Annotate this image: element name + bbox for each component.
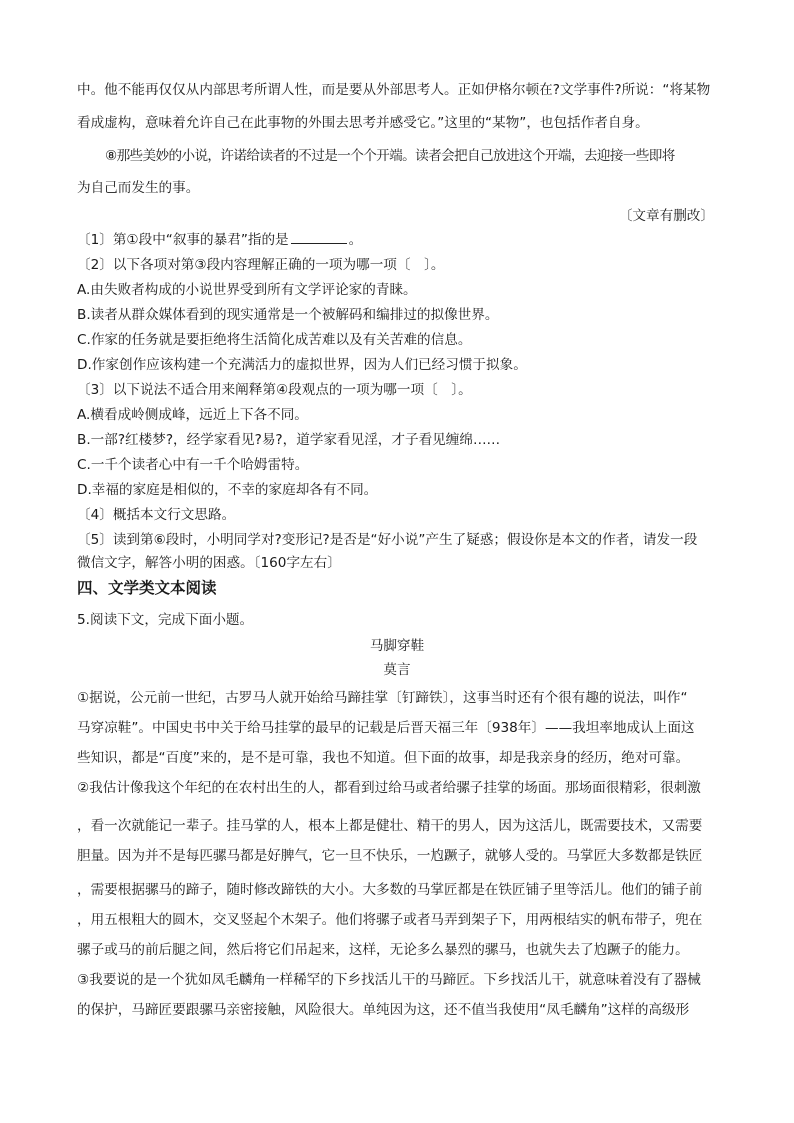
- answer-blank: [291, 231, 347, 244]
- question-5-cont: 微信文字，解答小明的困惑。〔160字左右〕: [77, 555, 341, 571]
- question-1: [77, 230, 727, 250]
- question-3: 〔3〕以下说法不适合用来阐释第④段观点的一项为哪一项〔 〕。: [77, 382, 472, 398]
- passage-line: ③我要说的是一个犹如凤毛麟角一样稀罕的下乡找活儿干的马蹄匠。下乡找活儿干，就意味着没有了器械: [77, 972, 701, 988]
- instruction: 5.阅读下文，完成下面小题。: [77, 612, 254, 628]
- passage-author: 莫言: [383, 662, 411, 678]
- option-c: C.一千个读者心中有一千个哈姆雷特。: [77, 457, 309, 473]
- section-heading: 四、文学类文本阅读: [77, 579, 217, 597]
- passage-line: 中。他不能再仅仅从内部思考所谓人性，而是要从外部思考人。正如伊格尔顿在?文学事件?所说：“将某物: [77, 82, 711, 98]
- option-c: C.作家的任务就是要拒绝将生活简化成苦难以及有关苦难的信息。: [77, 332, 472, 348]
- passage-line: ①据说，公元前一世纪，古罗马人就开始给马蹄挂掌〔钉蹄铁〕，这事当时还有个很有趣的说法，叫作“: [77, 690, 688, 706]
- passage-line: ，用五根粗大的圆木，交叉竖起个木架子。他们将骡子或者马弄到架子下，用两根结实的帆布带子，兜在: [77, 912, 703, 928]
- passage-line: 胆量。因为并不是每匹骡马都是好脾气，它一旦不快乐，一尥蹶子，就够人受的。马掌匠大多数都是铁匠: [77, 848, 703, 864]
- passage-line: 看成虚构，意味着允许自己在此事物的外围去思考并感受它。”这里的“某物”，也包括作者自身。: [77, 115, 649, 131]
- option-b: B.读者从群众媒体看到的现实通常是一个被解码和编排过的拟像世界。: [77, 307, 499, 323]
- paragraph-8-line: ⑧那些美妙的小说，许诺给读者的不过是一个个开端。读者会把自己放进这个开端，去迎接一些即将: [105, 148, 675, 164]
- passage-line: 的保护，马蹄匠要跟骡马亲密接触，风险很大。单纯因为这，还不值当我使用“凤毛麟角”这样的高级形: [77, 1002, 690, 1018]
- option-a: A.由失败者构成的小说世界受到所有文学评论家的青睐。: [77, 282, 417, 298]
- option-b: B.一部?红楼梦?，经学家看见?易?，道学家看见淫，才子看见缠绵……: [77, 432, 501, 448]
- passage-line: ，需要根据骡马的蹄子，随时修改蹄铁的大小。大多数的马掌匠都是在铁匠铺子里等活儿。他们的铺子前: [77, 882, 703, 898]
- option-d: D.幸福的家庭是相似的，不幸的家庭却各有不同。: [77, 482, 378, 498]
- passage-line: ②我估计像我这个年纪的在农村出生的人，都看到过给马或者给骡子挂掌的场面。那场面很精彩，很刺激: [77, 780, 701, 796]
- passage-line: 马穿凉鞋”。中国史书中关于给马挂掌的最早的记载是后晋天福三年〔938年〕——我坦率地成认上面这: [77, 720, 695, 736]
- question-5: 〔5〕读到第⑥段时，小明同学对?变形记?是否是“好小说”产生了疑惑；假设你是本文的作者，请发一段: [77, 532, 698, 548]
- passage-line: 些知识，都是“百度”来的，是不是可靠，我也不知道。但下面的故事，却是我亲身的经历，绝对可靠。: [77, 750, 690, 766]
- question-4: 〔4〕概括本文行文思路。: [77, 507, 236, 523]
- option-d: D.作家创作应该构建一个充满活力的虚拟世界，因为人们已经习惯于拟象。: [77, 357, 527, 373]
- question-1-end: 。: [348, 232, 363, 248]
- passage-line: 骡子或马的前后腿之间，然后将它们吊起来，这样，无论多么暴烈的骡马，也就失去了尥蹶子的能力。: [77, 942, 689, 958]
- question-2: 〔2〕以下各项对第③段内容理解正确的一项为哪一项〔 〕。: [77, 257, 445, 273]
- option-a: A.横看成岭侧成峰，远近上下各不同。: [77, 407, 308, 423]
- passage-title: 马脚穿鞋: [369, 638, 425, 654]
- passage-line: ，看一次就能记一辈子。挂马掌的人，根本上都是健壮、精干的男人，因为这活儿，既需要技术，又需要: [77, 818, 703, 834]
- question-1-text: 〔1〕第①段中“叙事的暴君”指的是: [77, 232, 289, 248]
- paragraph-8-line: 为自己而发生的事。: [77, 180, 200, 196]
- source-note: 〔文章有删改〕: [618, 208, 714, 224]
